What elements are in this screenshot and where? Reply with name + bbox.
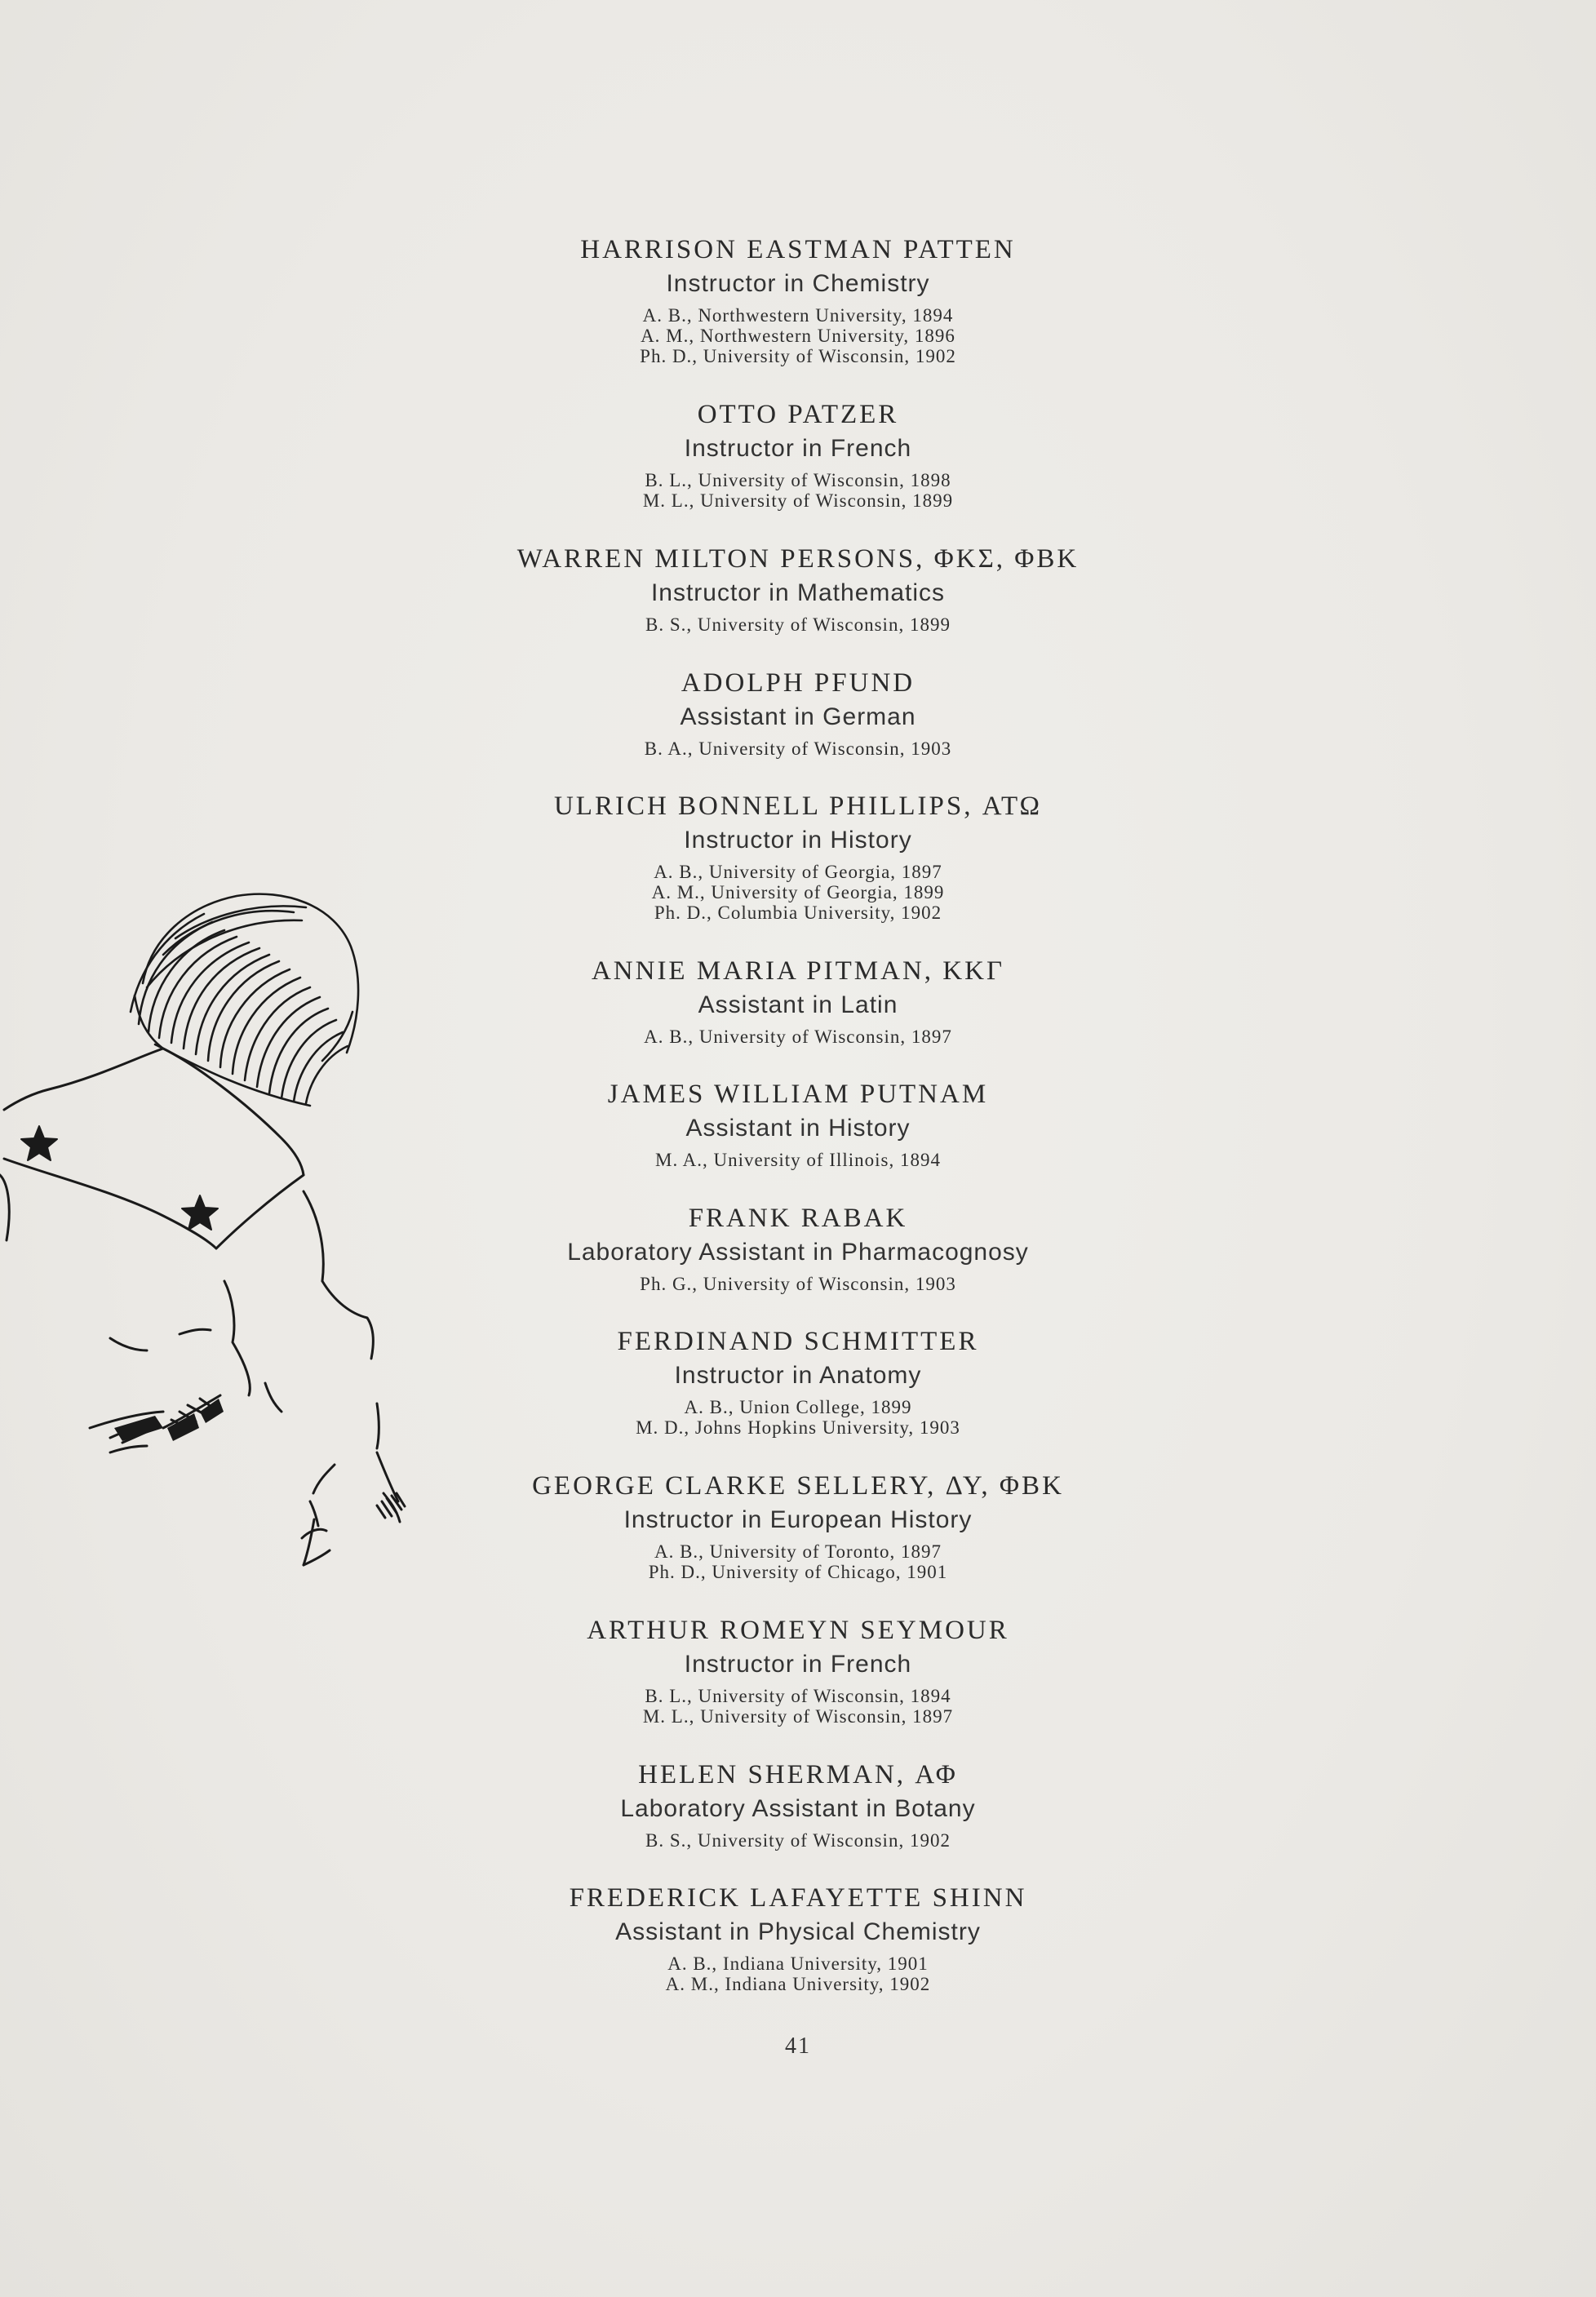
degree-line: Ph. D., Columbia University, 1902	[654, 902, 942, 923]
faculty-title: Instructor in Mathematics	[650, 579, 946, 606]
faculty-title: Assistant in Physical Chemistry	[615, 1918, 981, 1945]
degree-line: A. B., Indiana University, 1901	[667, 1953, 929, 1974]
faculty-title: Instructor in Anatomy	[674, 1362, 922, 1389]
faculty-entry	[0, 1614, 1596, 1727]
faculty-name: HARRISON EASTMAN PATTEN	[580, 235, 1016, 264]
faculty-title: Instructor in French	[684, 1651, 912, 1678]
degree-line: A. M., Indiana University, 1902	[665, 1974, 931, 1994]
degree-line: A. B., University of Georgia, 1897	[654, 862, 942, 882]
degree-list	[0, 1953, 1596, 1994]
faculty-name: FRANK RABAK	[688, 1204, 908, 1233]
degree-line: Ph. D., University of Chicago, 1901	[648, 1562, 948, 1582]
faculty-title: Instructor in French	[684, 435, 912, 462]
degree-list	[0, 738, 1596, 759]
degree-list	[0, 1830, 1596, 1851]
degree-line: M. A., University of Illinois, 1894	[655, 1150, 941, 1170]
faculty-name: FREDERICK LAFAYETTE SHINN	[569, 1883, 1027, 1913]
faculty-title: Assistant in History	[685, 1115, 911, 1142]
faculty-title: Instructor in History	[684, 827, 912, 854]
degree-line: B. L., University of Wisconsin, 1898	[645, 470, 951, 490]
degree-line: A. M., Northwestern University, 1896	[641, 326, 955, 346]
faculty-entry	[0, 1758, 1596, 1851]
faculty-name: ARTHUR ROMEYN SEYMOUR	[587, 1616, 1009, 1645]
faculty-entry	[0, 667, 1596, 759]
degree-line: Ph. G., University of Wisconsin, 1903	[640, 1274, 956, 1294]
faculty-title: Instructor in Chemistry	[666, 270, 930, 297]
degree-list	[0, 1686, 1596, 1727]
faculty-title: Laboratory Assistant in Botany	[620, 1795, 976, 1822]
faculty-entry	[0, 233, 1596, 366]
faculty-title: Assistant in Latin	[698, 991, 898, 1018]
faculty-name: OTTO PATZER	[697, 400, 899, 429]
faculty-name: ULRICH BONNELL PHILLIPS, ΑΤΩ	[553, 792, 1043, 821]
faculty-entry	[0, 398, 1596, 511]
body-sketch	[110, 1281, 398, 1526]
degree-line: B. S., University of Wisconsin, 1899	[645, 614, 951, 635]
degree-line: B. S., University of Wisconsin, 1902	[645, 1830, 951, 1851]
degree-line: B. A., University of Wisconsin, 1903	[644, 738, 952, 759]
degree-line: A. B., Union College, 1899	[684, 1397, 912, 1417]
faculty-name: WARREN MILTON PERSONS, ΦΚΣ, ΦΒΚ	[516, 544, 1080, 574]
degree-list	[0, 614, 1596, 635]
degree-list	[0, 305, 1596, 366]
hand-sketch	[377, 1493, 405, 1522]
faculty-name: FERDINAND SCHMITTER	[617, 1327, 979, 1356]
faculty-name: ADOLPH PFUND	[681, 668, 915, 698]
degree-line: M. D., Johns Hopkins University, 1903	[636, 1417, 960, 1438]
collar-sketch	[0, 1049, 373, 1359]
degree-line: A. M., University of Georgia, 1899	[651, 882, 945, 902]
faculty-entry	[0, 543, 1596, 635]
faculty-title: Laboratory Assistant in Pharmacognosy	[567, 1239, 1029, 1266]
degree-line: M. L., University of Wisconsin, 1897	[642, 1706, 954, 1727]
degree-line: A. B., University of Toronto, 1897	[654, 1541, 942, 1562]
faculty-title: Instructor in European History	[623, 1506, 973, 1533]
faculty-name: GEORGE CLARKE SELLERY, ΔΥ, ΦΒΚ	[532, 1471, 1064, 1501]
faculty-title: Assistant in German	[680, 703, 916, 730]
degree-line: Ph. D., University of Wisconsin, 1902	[640, 346, 956, 366]
page-number: 41	[785, 2033, 811, 2059]
faculty-name: HELEN SHERMAN, ΑΦ	[638, 1760, 958, 1789]
degree-line: A. B., University of Wisconsin, 1897	[644, 1027, 952, 1047]
degree-line: M. L., University of Wisconsin, 1899	[642, 490, 954, 511]
hair-sketch	[131, 894, 358, 1106]
artist-monogram-icon	[302, 1519, 330, 1565]
child-sailor-suit-sketch-icon	[0, 857, 457, 1575]
collar-star-icons	[21, 1126, 218, 1230]
degree-list	[0, 470, 1596, 511]
faculty-name: JAMES WILLIAM PUTNAM	[607, 1080, 989, 1109]
faculty-entry	[0, 1882, 1596, 1994]
degree-line: B. L., University of Wisconsin, 1894	[645, 1686, 951, 1706]
degree-line: A. B., Northwestern University, 1894	[642, 305, 954, 326]
faculty-name: ANNIE MARIA PITMAN, ΚΚΓ	[591, 956, 1005, 986]
